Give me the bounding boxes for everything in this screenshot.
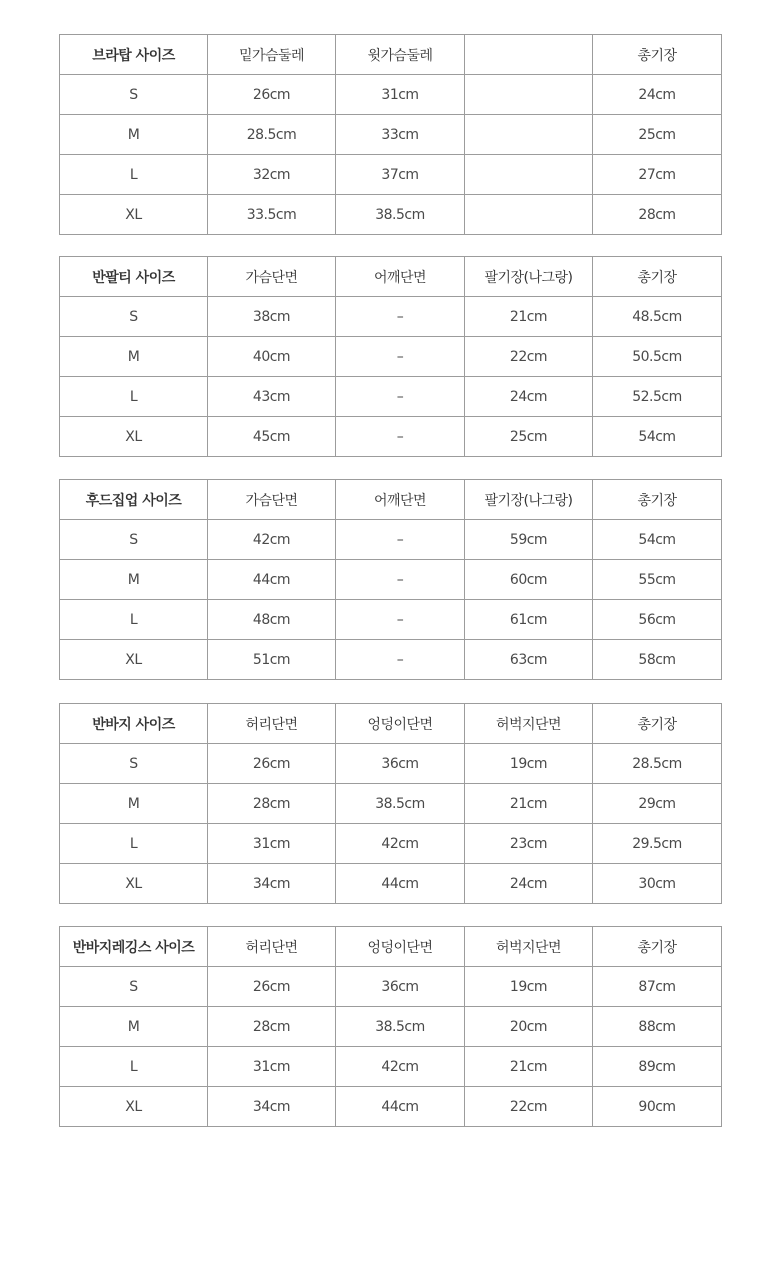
table-row xyxy=(60,1047,722,1087)
measurement-cell: 44cm xyxy=(208,560,336,600)
measurement-cell: 43cm xyxy=(208,377,336,417)
measurement-cell xyxy=(465,195,593,235)
measurement-cell: 59cm xyxy=(465,520,593,560)
table-header-row xyxy=(60,704,722,744)
size-label: M xyxy=(60,337,208,377)
measurement-cell: 26cm xyxy=(208,744,336,784)
measurement-cell: 63cm xyxy=(465,640,593,680)
size-label: XL xyxy=(60,640,208,680)
size-label: M xyxy=(60,560,208,600)
column-header: 엉덩이단면 xyxy=(336,704,465,744)
table-row xyxy=(60,640,722,680)
measurement-cell: – xyxy=(336,520,465,560)
measurement-cell: 28cm xyxy=(208,784,336,824)
measurement-cell: 42cm xyxy=(336,1047,465,1087)
size-table-bratop xyxy=(59,34,722,235)
size-table-short-sleeve-tee xyxy=(59,256,722,457)
column-header: 어깨단면 xyxy=(336,480,465,520)
column-header: 총기장 xyxy=(593,35,722,75)
size-label: S xyxy=(60,75,208,115)
measurement-cell: 38.5cm xyxy=(336,195,465,235)
size-label: S xyxy=(60,967,208,1007)
table-title: 후드집업 사이즈 xyxy=(60,480,208,520)
measurement-cell: 44cm xyxy=(336,1087,465,1127)
measurement-cell: 25cm xyxy=(465,417,593,457)
size-label: M xyxy=(60,115,208,155)
measurement-cell xyxy=(465,155,593,195)
column-header xyxy=(465,35,593,75)
column-header: 허벅지단면 xyxy=(465,927,593,967)
table-row xyxy=(60,337,722,377)
measurement-cell: 37cm xyxy=(336,155,465,195)
table-title: 브라탑 사이즈 xyxy=(60,35,208,75)
measurement-cell: 87cm xyxy=(593,967,722,1007)
measurement-cell: 21cm xyxy=(465,784,593,824)
measurement-cell: – xyxy=(336,600,465,640)
measurement-cell: 38cm xyxy=(208,297,336,337)
measurement-cell: 60cm xyxy=(465,560,593,600)
table-row xyxy=(60,560,722,600)
column-header: 총기장 xyxy=(593,257,722,297)
table-row xyxy=(60,967,722,1007)
size-table-hood-zipup xyxy=(59,479,722,680)
size-table-shorts xyxy=(59,703,722,904)
size-label: L xyxy=(60,824,208,864)
measurement-cell: 28cm xyxy=(593,195,722,235)
measurement-cell xyxy=(465,75,593,115)
measurement-cell: 21cm xyxy=(465,297,593,337)
measurement-cell: 44cm xyxy=(336,864,465,904)
column-header: 허벅지단면 xyxy=(465,704,593,744)
measurement-cell: 34cm xyxy=(208,864,336,904)
table-title: 반바지 사이즈 xyxy=(60,704,208,744)
table-row xyxy=(60,864,722,904)
table-header-row xyxy=(60,35,722,75)
measurement-cell: 42cm xyxy=(208,520,336,560)
measurement-cell: 38.5cm xyxy=(336,784,465,824)
column-header: 엉덩이단면 xyxy=(336,927,465,967)
measurement-cell: 26cm xyxy=(208,967,336,1007)
measurement-cell: 24cm xyxy=(465,864,593,904)
measurement-cell: 58cm xyxy=(593,640,722,680)
measurement-cell: 19cm xyxy=(465,967,593,1007)
measurement-cell: 28.5cm xyxy=(208,115,336,155)
table-row xyxy=(60,297,722,337)
measurement-cell: 54cm xyxy=(593,417,722,457)
measurement-cell: 36cm xyxy=(336,744,465,784)
measurement-cell: 31cm xyxy=(208,1047,336,1087)
measurement-cell: 31cm xyxy=(336,75,465,115)
measurement-cell: 88cm xyxy=(593,1007,722,1047)
measurement-cell: 52.5cm xyxy=(593,377,722,417)
measurement-cell: 33cm xyxy=(336,115,465,155)
size-label: M xyxy=(60,784,208,824)
table-header-row xyxy=(60,257,722,297)
measurement-cell: 48cm xyxy=(208,600,336,640)
size-label: M xyxy=(60,1007,208,1047)
size-table-shorts-leggings xyxy=(59,926,722,1127)
table-row xyxy=(60,417,722,457)
size-label: S xyxy=(60,297,208,337)
table-title: 반바지레깅스 사이즈 xyxy=(60,927,208,967)
measurement-cell: 28.5cm xyxy=(593,744,722,784)
column-header: 밑가슴둘레 xyxy=(208,35,336,75)
measurement-cell: 61cm xyxy=(465,600,593,640)
table-row xyxy=(60,1087,722,1127)
measurement-cell: 22cm xyxy=(465,1087,593,1127)
column-header: 허리단면 xyxy=(208,927,336,967)
column-header: 총기장 xyxy=(593,704,722,744)
size-label: XL xyxy=(60,417,208,457)
measurement-cell: – xyxy=(336,377,465,417)
table-row xyxy=(60,784,722,824)
measurement-cell: 29cm xyxy=(593,784,722,824)
measurement-cell: 25cm xyxy=(593,115,722,155)
measurement-cell: 27cm xyxy=(593,155,722,195)
measurement-cell: 33.5cm xyxy=(208,195,336,235)
column-header: 가슴단면 xyxy=(208,480,336,520)
measurement-cell: 56cm xyxy=(593,600,722,640)
measurement-cell: – xyxy=(336,560,465,600)
table-row xyxy=(60,195,722,235)
measurement-cell: 19cm xyxy=(465,744,593,784)
measurement-cell xyxy=(465,115,593,155)
measurement-cell: – xyxy=(336,640,465,680)
size-label: S xyxy=(60,520,208,560)
size-label: L xyxy=(60,155,208,195)
size-label: L xyxy=(60,600,208,640)
table-row xyxy=(60,1007,722,1047)
column-header: 어깨단면 xyxy=(336,257,465,297)
measurement-cell: 55cm xyxy=(593,560,722,600)
column-header: 총기장 xyxy=(593,927,722,967)
column-header: 허리단면 xyxy=(208,704,336,744)
size-label: L xyxy=(60,1047,208,1087)
table-row xyxy=(60,75,722,115)
measurement-cell: 38.5cm xyxy=(336,1007,465,1047)
size-label: XL xyxy=(60,195,208,235)
size-label: XL xyxy=(60,1087,208,1127)
measurement-cell: 34cm xyxy=(208,1087,336,1127)
size-label: XL xyxy=(60,864,208,904)
table-header-row xyxy=(60,480,722,520)
table-row xyxy=(60,600,722,640)
measurement-cell: 23cm xyxy=(465,824,593,864)
measurement-cell: 50.5cm xyxy=(593,337,722,377)
measurement-cell: – xyxy=(336,417,465,457)
table-header-row xyxy=(60,927,722,967)
measurement-cell: 29.5cm xyxy=(593,824,722,864)
measurement-cell: 40cm xyxy=(208,337,336,377)
column-header: 총기장 xyxy=(593,480,722,520)
measurement-cell: 45cm xyxy=(208,417,336,457)
measurement-cell: 90cm xyxy=(593,1087,722,1127)
table-title: 반팔티 사이즈 xyxy=(60,257,208,297)
table-row xyxy=(60,824,722,864)
table-row xyxy=(60,520,722,560)
measurement-cell: 54cm xyxy=(593,520,722,560)
measurement-cell: – xyxy=(336,297,465,337)
measurement-cell: 51cm xyxy=(208,640,336,680)
measurement-cell: 26cm xyxy=(208,75,336,115)
measurement-cell: 20cm xyxy=(465,1007,593,1047)
table-row xyxy=(60,115,722,155)
table-row xyxy=(60,744,722,784)
measurement-cell: 31cm xyxy=(208,824,336,864)
column-header: 팔기장(나그랑) xyxy=(465,257,593,297)
measurement-cell: 32cm xyxy=(208,155,336,195)
measurement-cell: 22cm xyxy=(465,337,593,377)
measurement-cell: 24cm xyxy=(593,75,722,115)
measurement-cell: 36cm xyxy=(336,967,465,1007)
size-label: L xyxy=(60,377,208,417)
column-header: 팔기장(나그랑) xyxy=(465,480,593,520)
measurement-cell: 24cm xyxy=(465,377,593,417)
table-row xyxy=(60,155,722,195)
measurement-cell: 28cm xyxy=(208,1007,336,1047)
column-header: 가슴단면 xyxy=(208,257,336,297)
column-header: 윗가슴둘레 xyxy=(336,35,465,75)
measurement-cell: 42cm xyxy=(336,824,465,864)
table-row xyxy=(60,377,722,417)
measurement-cell: 48.5cm xyxy=(593,297,722,337)
measurement-cell: – xyxy=(336,337,465,377)
measurement-cell: 30cm xyxy=(593,864,722,904)
size-label: S xyxy=(60,744,208,784)
measurement-cell: 89cm xyxy=(593,1047,722,1087)
measurement-cell: 21cm xyxy=(465,1047,593,1087)
